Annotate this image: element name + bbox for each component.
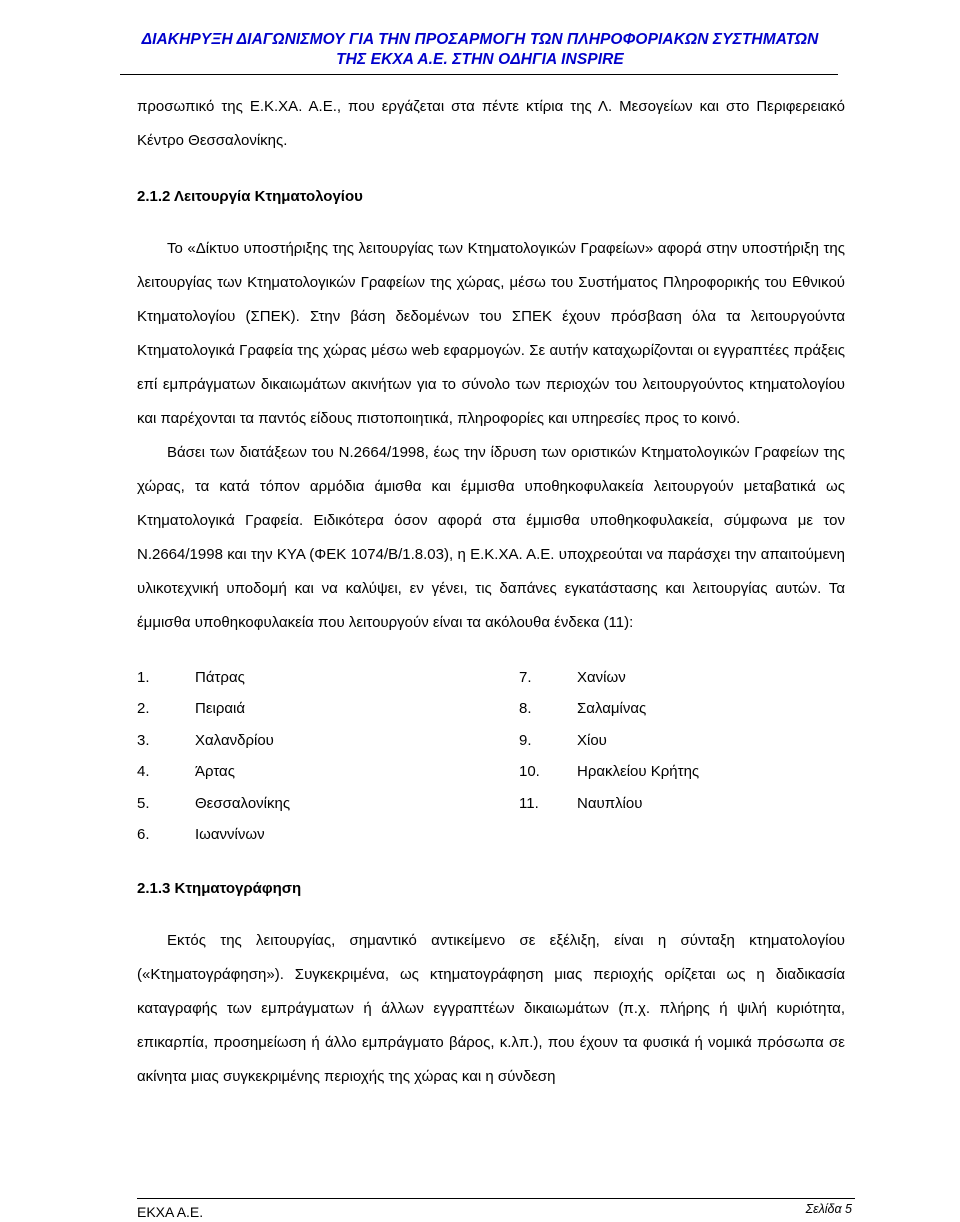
footer-organization: ΕΚΧΑ Α.Ε. — [137, 1204, 204, 1220]
section-2-1-2-paragraph-2: Βάσει των διατάξεων του Ν.2664/1998, έως την ίδρυση των οριστικών Κτηματολογικών Γραφείων της χώρας, τα κατά τόπον αρμόδια άμισθα και έμμισθα υποθηκοφυλακεία λειτουργούν μεταβατικά ως Κτηματολογικά Γραφεία. Ειδικότερα όσον αφορά στα έμμισθα υποθηκοφυλακεία, σύμφωνα με τον Ν.2664/1998 και την ΚΥΑ (ΦΕΚ 1074/Β/1.8.03), η Ε.Κ.ΧΑ. Α.Ε. υποχρεούται να παράσχει την απαιτούμενη υλικοτεχνική υποδομή και να καλύψει, εν γένει, τις δαπάνες εγκατάστασης και λειτουργίας αυτών. Τα έμμισθα υποθηκοφυλακεία που λειτουργούν είναι τα ακόλουθα ένδεκα (11): — [137, 444, 845, 631]
section-2-1-2-paragraph-1: Το «Δίκτυο υποστήριξης της λειτουργίας των Κτηματολογικών Γραφείων» αφορά στην υποστήριξη της λειτουργίας των Κτηματολογικών Γραφείων της χώρας, μέσω του Συστήματος Πληροφορικής του Εθνικού Κτηματολογίου (ΣΠΕΚ). Στην βάση δεδομένων του ΣΠΕΚ έχουν πρόσβαση όλα τα λειτουργούντα Κτηματολογικά Γραφεία της χώρας μέσω web εφαρμογών. Σε αυτήν καταχωρίζονται οι εγγραπτέες πράξεις επί εμπράγματων δικαιωμάτων ακινήτων για το σύνολο των περιοχών του λειτουργούντος κτηματολογίου και παρέχονται τα παντός είδους πιστοποιητικά, πληροφορίες και υπηρεσίες προς το κοινό. — [137, 240, 845, 427]
page-number: Σελίδα 5 — [805, 1202, 852, 1216]
list-item: 4. Άρτας — [137, 763, 235, 781]
page-header — [120, 30, 840, 70]
list-item: 8. Σαλαμίνας — [519, 700, 647, 718]
section-heading-2-1-2: 2.1.2 Λειτουργία Κτηματολογίου — [137, 188, 363, 205]
list-item: 11. Ναυπλίου — [519, 794, 643, 812]
list-item: 7. Χανίων — [519, 669, 626, 686]
list-item: 6. Ιωαννίνων — [137, 825, 265, 843]
list-item: 3. Χαλανδρίου — [137, 731, 274, 749]
header-line-2: ΤΗΣ ΕΚΧΑ Α.Ε. ΣΤΗΝ ΟΔΗΓΙΑ INSPIRE — [336, 51, 624, 68]
intro-paragraph: προσωπικό της Ε.Κ.ΧΑ. Α.Ε., που εργάζεται στα πέντε κτίρια της Λ. Μεσογείων και στο Περιφερειακό Κέντρο Θεσσαλονίκης. — [137, 98, 845, 149]
list-item: 9. Χίου — [519, 731, 607, 749]
header-line-1: ΔΙΑΚΗΡΥΞΗ ΔΙΑΓΩΝΙΣΜΟΥ ΓΙΑ ΤΗΝ ΠΡΟΣΑΡΜΟΓΗ ΤΩΝ ΠΛΗΡΟΦΟΡΙΑΚΩΝ ΣΥΣΤΗΜΑΤΩΝ — [141, 31, 819, 48]
list-item: 2. Πειραιά — [137, 700, 246, 718]
header-divider — [120, 74, 838, 75]
footer-divider — [137, 1198, 855, 1199]
registry-offices-list — [137, 662, 845, 850]
list-item: 5. Θεσσαλονίκης — [137, 794, 291, 812]
list-item-empty — [519, 819, 819, 850]
section-heading-2-1-3: 2.1.3 Κτηματογράφηση — [137, 880, 302, 898]
section-2-1-3-paragraph-1: Εκτός της λειτουργίας, σημαντικό αντικείμενο σε εξέλιξη, είναι η σύνταξη κτηματολογίου («Κτηματογράφηση»). Συγκεκριμένα, ως κτηματογράφηση μιας περιοχής ορίζεται ως η διαδικασία καταγραφής των εμπράγματων ή άλλων εγγραπτέων δικαιωμάτων (π.χ. πλήρης ή ψιλή κυριότητα, επικαρπία, προσημείωση ή άλλο εμπράγματο βάρος, κ.λπ.), που έχουν τα φυσικά ή νομικά πρόσωπα σε ακίνητα μιας συγκεκριμένης περιοχής της χώρας και η σύνδεση — [137, 932, 845, 1086]
list-item: 1. Πάτρας — [137, 669, 245, 686]
list-item: 10. Ηρακλείου Κρήτης — [519, 763, 700, 781]
page-content — [137, 90, 845, 1094]
